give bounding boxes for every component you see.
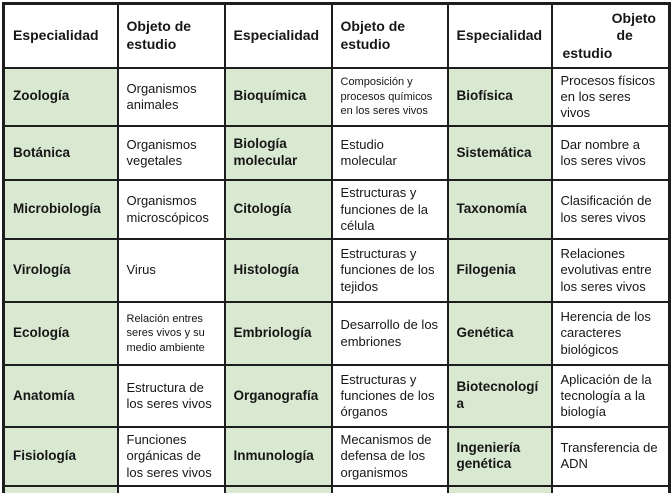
table-header-row: [4, 4, 670, 68]
cell-especialidad: Organografía: [225, 365, 332, 427]
cell-objeto: Relación entres seres vivos y su medio ambiente: [118, 302, 225, 365]
cell-objeto: Estudio molecular: [332, 126, 448, 180]
cell-especialidad: Histología: [225, 239, 332, 302]
cell-especialidad: Biofísica: [448, 68, 552, 127]
table-row-anatomia-organografia-biotecnologia: [4, 365, 670, 427]
cell-especialidad: Ecología: [4, 302, 118, 365]
cell-objeto: Transferencia de ADN: [552, 427, 670, 486]
cell-objeto: Estructuras y funciones de los órganos: [332, 365, 448, 427]
header-objeto-2: Objeto de estudio: [332, 4, 448, 68]
table-row-botanica-biologiamolecular-sistematica: [4, 126, 670, 180]
header-especialidad-1: Especialidad: [4, 4, 118, 68]
header-objeto-3: [552, 4, 670, 68]
header-objeto-3-line1: Objeto: [611, 9, 656, 26]
cutoff-cell: [118, 486, 225, 493]
cell-objeto: Funciones orgánicas de los seres vivos: [118, 427, 225, 486]
cutoff-cell: [4, 486, 118, 493]
cell-especialidad: Filogenia: [448, 239, 552, 302]
cell-especialidad: Embriología: [225, 302, 332, 365]
cell-objeto: Procesos físicos en los seres vivos: [552, 68, 670, 127]
header-especialidad-2: Especialidad: [225, 4, 332, 68]
cutoff-cell: [552, 486, 670, 493]
cell-especialidad: Virología: [4, 239, 118, 302]
cell-objeto: Clasificación de los seres vivos: [552, 180, 670, 239]
cell-objeto: Organismos vegetales: [118, 126, 225, 180]
cell-objeto: Virus: [118, 239, 225, 302]
cell-objeto: Estructuras y funciones de la célula: [332, 180, 448, 239]
cell-objeto: Organismos animales: [118, 68, 225, 127]
cell-especialidad: Inmunología: [225, 427, 332, 486]
cell-especialidad: Ingeniería genética: [448, 427, 552, 486]
biology-specialties-table: [2, 2, 671, 493]
cell-especialidad: Botánica: [4, 126, 118, 180]
header-objeto-3-line3: estudio: [562, 44, 613, 61]
cell-especialidad: Anatomía: [4, 365, 118, 427]
cell-especialidad: Genética: [448, 302, 552, 365]
cell-objeto: Organismos microscópicos: [118, 180, 225, 239]
cell-objeto: Estructuras y funciones de los tejidos: [332, 239, 448, 302]
cell-objeto: Composición y procesos químicos en los seres vivos: [332, 68, 448, 127]
header-especialidad-3: Especialidad: [448, 4, 552, 68]
cell-especialidad: Bioquímica: [225, 68, 332, 127]
cell-especialidad: Biología molecular: [225, 126, 332, 180]
cell-objeto: Relaciones evolutivas entre los seres vivos: [552, 239, 670, 302]
cell-objeto: Aplicación de la tecnología a la biología: [552, 365, 670, 427]
cell-especialidad: Taxonomía: [448, 180, 552, 239]
cell-objeto: Herencia de los caracteres biológicos: [552, 302, 670, 365]
cutoff-partial-row: [4, 486, 670, 493]
cell-objeto: Mecanismos de defensa de los organismos: [332, 427, 448, 486]
table-row-ecologia-embriologia-genetica: [4, 302, 670, 365]
cell-especialidad: Sistemática: [448, 126, 552, 180]
header-objeto-1: Objeto de estudio: [118, 4, 225, 68]
table-row-virologia-histologia-filogenia: [4, 239, 670, 302]
cell-especialidad: Microbiología: [4, 180, 118, 239]
cell-objeto: Desarrollo de los embriones: [332, 302, 448, 365]
cell-especialidad: Biotecnología: [448, 365, 552, 427]
cutoff-cell: [448, 486, 552, 493]
cutoff-cell: [332, 486, 448, 493]
cell-objeto: Estructura de los seres vivos: [118, 365, 225, 427]
cell-objeto: Dar nombre a los seres vivos: [552, 126, 670, 180]
cutoff-cell: [225, 486, 332, 493]
header-objeto-3-line2: de: [616, 27, 633, 43]
table-row-fisiologia-inmunologia-ingenieriagenetica: [4, 427, 670, 486]
table-row-microbiologia-citologia-taxonomia: [4, 180, 670, 239]
cell-especialidad: Fisiología: [4, 427, 118, 486]
cell-especialidad: Zoología: [4, 68, 118, 127]
cell-especialidad: Citología: [225, 180, 332, 239]
table-row-zoologia-bioquimica-biofisica: [4, 68, 670, 127]
